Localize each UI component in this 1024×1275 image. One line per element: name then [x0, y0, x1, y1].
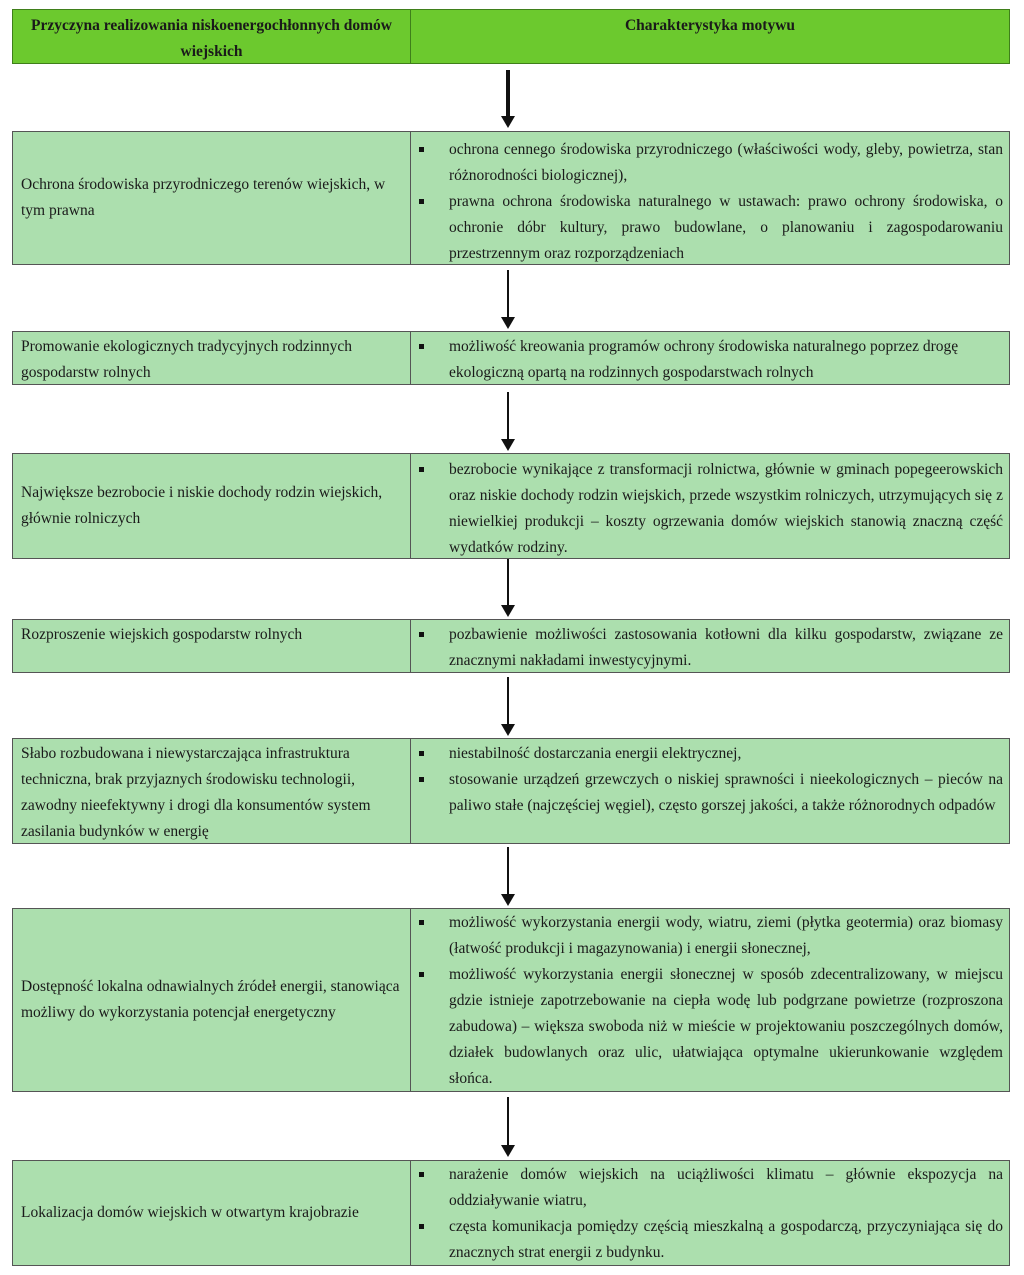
bullet-icon: [419, 972, 424, 977]
list-item: możliwość wykorzystania energii słonecznej w sposób zdecentralizowany, w miejscu gdzie istnieje zapotrzebowanie na ciepła wodę lub podgrzane powietrze (rozproszona zabudowa) – większa swoboda niż w mieście w projektowaniu poszczególnych domów, działek budowlanych oraz ulic, ułatwiająca optymalne ukierunkowanie względem słońca.: [411, 962, 1003, 1092]
cause-cell: [13, 332, 411, 384]
bullet-icon: [419, 777, 424, 782]
flow-row-environment-protection: [12, 131, 1010, 265]
description-cell: [411, 332, 1009, 384]
flow-row-ecological-farms: [12, 331, 1010, 385]
table-header: [12, 9, 1010, 64]
description-cell: [411, 620, 1009, 672]
flow-row-renewable-energy: [12, 908, 1010, 1092]
cause-text: Lokalizacja domów wiejskich w otwartym krajobrazie: [21, 1204, 359, 1221]
arrow-down-icon: [501, 677, 515, 737]
bullet-icon: [419, 147, 424, 152]
description-cell: [411, 909, 1009, 1091]
list-item: częsta komunikacja pomiędzy częścią mieszkalną a gospodarczą, przyczyniająca się do znacznych strat energii z budynku.: [411, 1214, 1003, 1266]
list-item: prawna ochrona środowiska naturalnego w ustawach: prawo ochrony środowiska, o ochronie dóbr kultury, prawo budowlane, o planowaniu i zagospodarowaniu przestrzennym oraz rozporządzeniach: [411, 189, 1003, 267]
cause-cell: [13, 909, 411, 1091]
arrow-down-icon: [501, 1097, 515, 1159]
bullet-icon: [419, 1224, 424, 1229]
bullet-icon: [419, 920, 424, 925]
arrow-down-icon: [501, 847, 515, 907]
cause-text: Promowanie ekologicznych tradycyjnych rodzinnych gospodarstw rolnych: [21, 338, 352, 381]
flow-row-infrastructure: [12, 738, 1010, 844]
cause-cell: [13, 132, 411, 264]
list-item: pozbawienie możliwości zastosowania kotłowni dla kilku gospodarstw, związane ze znacznymi nakładami inwestycyjnymi.: [411, 622, 1003, 674]
header-cause: Przyczyna realizowania niskoenergochłonnych domów wiejskich: [13, 10, 411, 63]
list-item: ochrona cennego środowiska przyrodniczego (właściwości wody, gleby, powietrza, stan różnorodności biologicznej),: [411, 137, 1003, 189]
cause-cell: [13, 620, 411, 672]
list-item: możliwość wykorzystania energii wody, wiatru, ziemi (płytka geotermia) oraz biomasy (łatwość produkcji i magazynowania) i energii słonecznej,: [411, 910, 1003, 962]
bullet-icon: [419, 199, 424, 204]
flow-row-unemployment: [12, 453, 1010, 559]
cause-text: Słabo rozbudowana i niewystarczająca infrastruktura techniczna, brak przyjaznych środowisku technologii, zawodny nieefektywny i drogi dla konsumentów system zasilania budynków w energię: [21, 745, 371, 840]
bullet-icon: [419, 344, 424, 349]
description-cell: [411, 739, 1009, 843]
arrow-down-icon: [501, 70, 515, 130]
cause-text: Rozproszenie wiejskich gospodarstw rolnych: [21, 626, 303, 643]
description-cell: [411, 132, 1009, 264]
flow-row-dispersion: [12, 619, 1010, 673]
list-item: możliwość kreowania programów ochrony środowiska naturalnego poprzez drogę ekologiczną opartą na rodzinnych gospodarstwach rolnych: [411, 334, 1003, 386]
list-item: niestabilność dostarczania energii elektrycznej,: [411, 741, 1003, 767]
description-cell: [411, 1161, 1009, 1265]
cause-cell: [13, 1161, 411, 1265]
bullet-icon: [419, 1172, 424, 1177]
list-item: stosowanie urządzeń grzewczych o niskiej sprawności i nieekologicznych – pieców na paliwo stałe (najczęściej węgiel), często gorszej jakości, a także różnorodnych odpadów: [411, 767, 1003, 819]
bullet-icon: [419, 751, 424, 756]
arrow-down-icon: [501, 559, 515, 619]
cause-cell: [13, 739, 411, 843]
bullet-icon: [419, 632, 424, 637]
arrow-down-icon: [501, 392, 515, 452]
flow-row-open-landscape: [12, 1160, 1010, 1266]
header-characteristics: Charakterystyka motywu: [624, 17, 796, 34]
cause-text: Ochrona środowiska przyrodniczego terenów wiejskich, w tym prawna: [21, 176, 386, 219]
cause-text: Dostępność lokalna odnawialnych źródeł energii, stanowiąca możliwy do wykorzystania potencjał energetyczny: [21, 978, 400, 1021]
list-item: narażenie domów wiejskich na uciążliwości klimatu – głównie ekspozycja na oddziaływanie wiatru,: [411, 1162, 1003, 1214]
cause-text: Największe bezrobocie i niskie dochody rodzin wiejskich, głównie rolniczych: [21, 484, 383, 527]
description-cell: [411, 454, 1009, 558]
list-item: bezrobocie wynikające z transformacji rolnictwa, głównie w gminach popegeerowskich oraz niskie dochody rodzin wiejskich, przede wszystkim rolniczych, utrzymujących się z niewielkiej produkcji – koszty ogrzewania domów wiejskich stanowią znaczną część wydatków rodziny.: [411, 457, 1003, 561]
arrow-down-icon: [501, 270, 515, 330]
cause-cell: [13, 454, 411, 558]
bullet-icon: [419, 467, 424, 472]
